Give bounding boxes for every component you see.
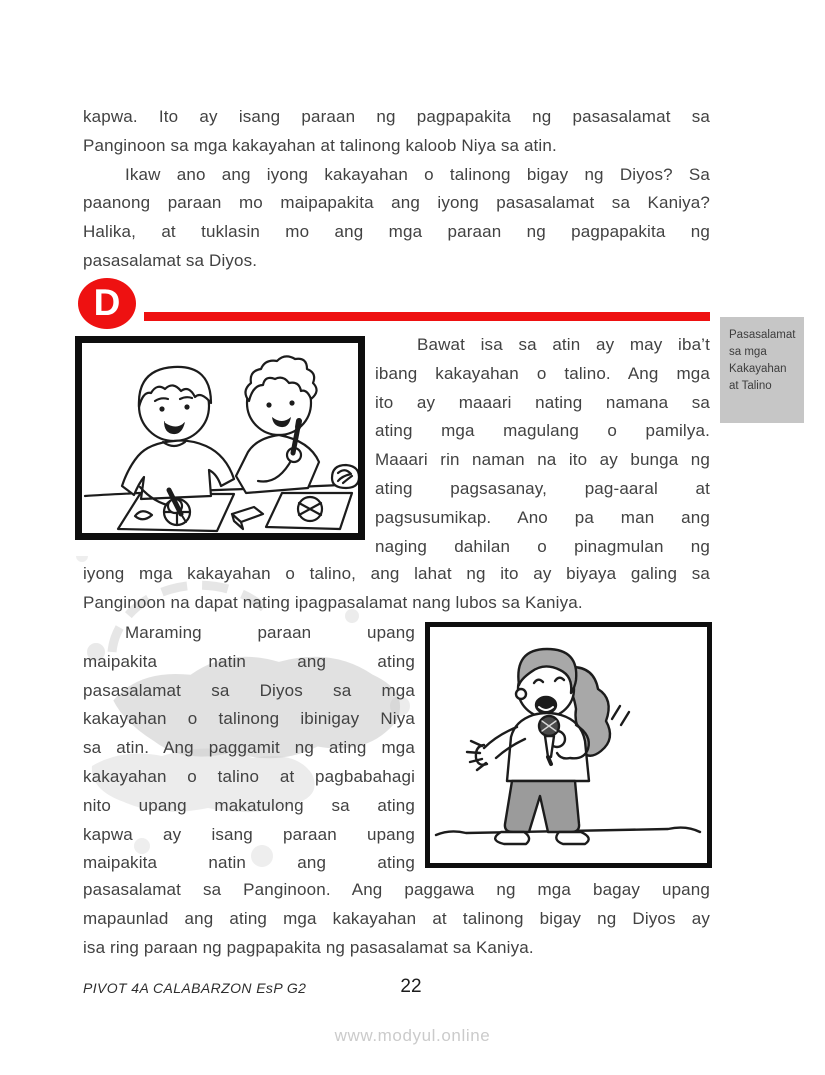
text-line: maipakita natin ang ating [83, 651, 415, 671]
page-number: 22 [400, 976, 422, 997]
section-d-badge: D [78, 278, 136, 329]
text-line: Ikaw ano ang iyong kakayahan o talinong bigay ng Diyos? Sa [125, 164, 710, 184]
section-divider-bar [144, 312, 710, 321]
side-tab-line: Pasasalamat [729, 329, 796, 341]
text-line: Halika, at tuklasin mo ang mga paraan ng pagpapakita ng [83, 222, 710, 242]
boys-drawing-image [82, 343, 358, 533]
intro-paragraph [83, 103, 710, 276]
side-tab-topic-label [720, 317, 804, 423]
text-line: sa atin. Ang paggamit ng ating mga [83, 738, 415, 758]
text-line: kakayahan o talinong ibinigay Niya [83, 709, 415, 729]
side-tab-line: Kakayahan [729, 363, 787, 375]
text-line: paanong paraan mo maipapakita ang iyong pasasalamat sa Kaniya? [83, 193, 710, 213]
footer-module-label: PIVOT 4A CALABARZON EsP G2 [83, 980, 307, 996]
text-line: kakayahan o talino at pagbabahagi [83, 766, 415, 786]
text-line: Maraming paraan upang [125, 623, 415, 642]
text-line: ating mga magulang o pamilya. [375, 421, 710, 441]
illustration-boys-drawing [75, 336, 365, 540]
ways-paragraph-fullwidth [83, 876, 710, 962]
text-line: ito ay maaari nating namana sa [375, 392, 710, 412]
text-line: kapwa. Ito ay isang paraan ng pagpapakita ng pasasalamat sa [83, 107, 710, 126]
text-line: isa ring paraan ng pagpapakita ng pasasalamat sa Kaniya. [83, 937, 534, 957]
text-line: ating pagsasanay, pag-aaral at [375, 478, 710, 498]
text-line: mapaunlad ang ating mga kakayahan at talinong bigay ng Diyos ay [83, 908, 710, 928]
side-tab-line: sa mga [729, 346, 767, 358]
text-line: Panginoon na dapat nating ipagpasalamat nang lubos sa Kaniya. [83, 592, 583, 612]
side-tab-line: at Talino [729, 380, 772, 392]
illustration-girl-singing [425, 622, 712, 868]
text-line: pasasalamat sa Diyos. [83, 250, 258, 270]
lesson-paragraph-column [375, 331, 710, 561]
text-line: pasasalamat sa Diyos sa mga [83, 680, 415, 700]
text-line: ibang kakayahan o talino. Ang mga [375, 363, 710, 383]
text-line: pasasalamat sa Panginoon. Ang paggawa ng mga bagay upang [83, 880, 710, 899]
ways-paragraph-column [83, 619, 415, 878]
text-line: Panginoon sa mga kakayahan at talinong kaloob Niya sa atin. [83, 135, 557, 155]
text-line: kapwa ay isang paraan upang [83, 824, 415, 844]
site-watermark-text: www.modyul.online [334, 1026, 491, 1045]
text-line: Maaari rin naman na ito ay bunga ng [375, 450, 710, 470]
text-line: maipakita natin ang ating [83, 853, 415, 873]
lesson-paragraph-fullwidth [83, 560, 710, 618]
text-line: iyong mga kakayahan o talino, ang lahat ng ito ay biyaya galing sa [83, 564, 710, 583]
text-line: nito upang makatulong sa ating [83, 795, 415, 815]
text-line: Bawat isa sa atin ay may iba’t [417, 335, 710, 354]
text-line: naging dahilan o pinagmulan ng [375, 536, 710, 556]
girl-singing-image [430, 627, 707, 863]
text-line: pagsusumikap. Ano pa man ang [375, 507, 710, 527]
